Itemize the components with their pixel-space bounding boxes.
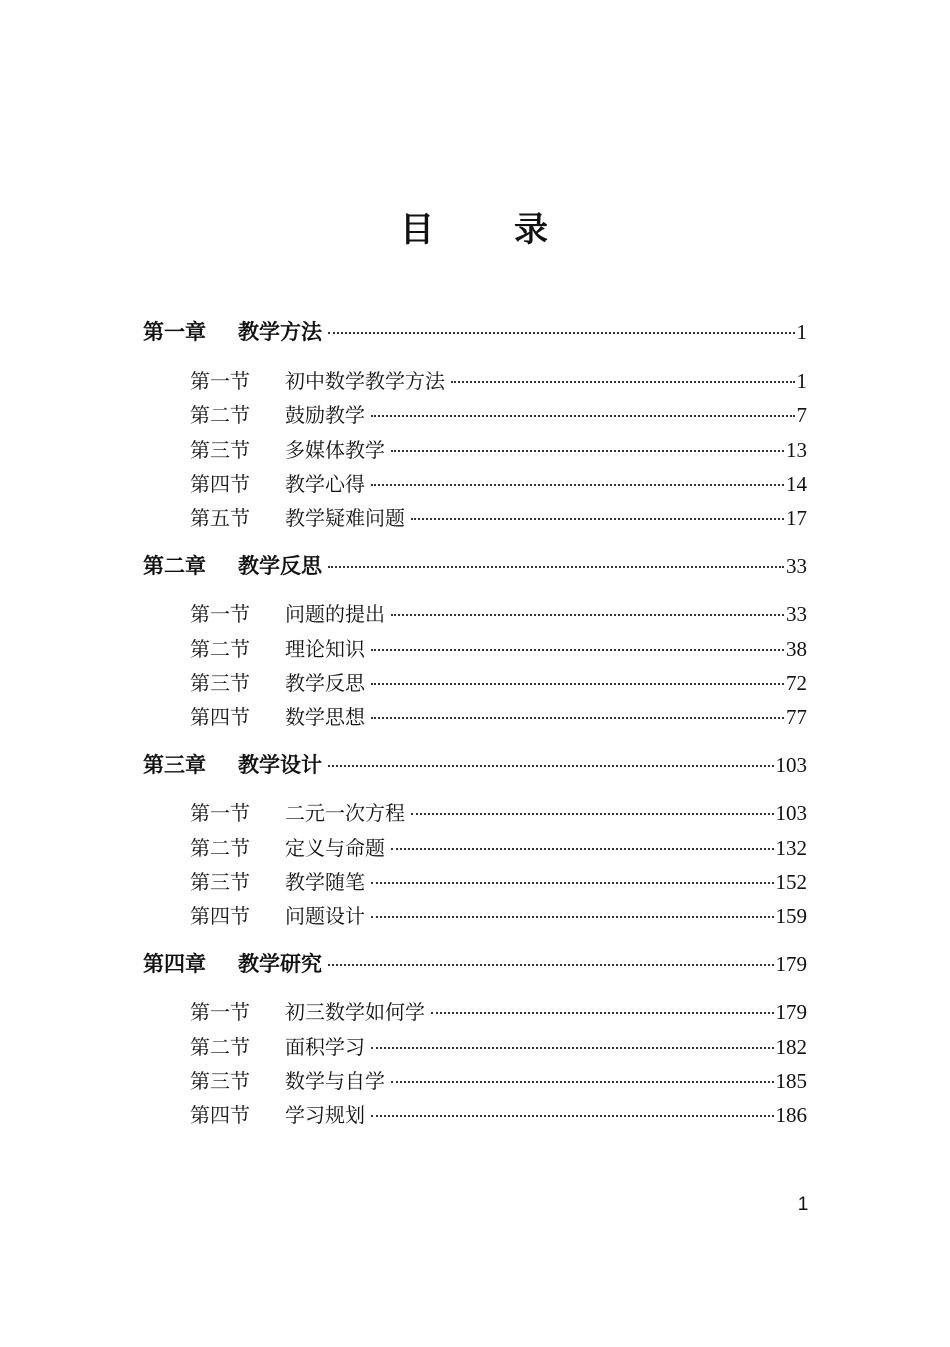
section-name: 教学随笔 <box>285 870 365 894</box>
section-name: 鼓励教学 <box>285 403 365 427</box>
section-page: 103 <box>775 801 807 825</box>
section-name: 教学疑难问题 <box>285 506 405 530</box>
section-page: 179 <box>775 1000 807 1024</box>
dot-leader <box>371 1113 774 1117</box>
dot-leader <box>328 763 774 767</box>
chapter-page: 33 <box>786 554 807 578</box>
section-name: 定义与命题 <box>285 836 385 860</box>
dot-leader <box>371 647 784 651</box>
chapter-entry-3[interactable] <box>143 750 807 780</box>
dot-leader <box>391 846 774 850</box>
section-label: 第四节 <box>190 472 250 496</box>
section-entry[interactable] <box>190 997 807 1027</box>
section-page: 159 <box>775 904 807 928</box>
section-page: 132 <box>775 836 807 860</box>
chapter-page: 103 <box>775 753 807 777</box>
section-label: 第五节 <box>190 506 250 530</box>
chapter-name: 教学方法 <box>238 320 322 344</box>
section-page: 14 <box>786 472 807 496</box>
chapter-page: 179 <box>775 952 807 976</box>
section-entry[interactable] <box>190 901 807 931</box>
section-name: 初中数学教学方法 <box>285 369 445 393</box>
dot-leader <box>371 715 784 719</box>
chapter-label: 第二章 <box>143 554 206 578</box>
dot-leader <box>328 330 795 334</box>
toc-title-char-2: 录 <box>514 210 550 250</box>
section-entry[interactable] <box>190 798 807 828</box>
section-name: 二元一次方程 <box>285 801 405 825</box>
section-page: 182 <box>775 1035 807 1059</box>
section-page: 38 <box>786 637 807 661</box>
section-entry[interactable] <box>190 469 807 499</box>
section-page: 1 <box>796 369 807 393</box>
section-label: 第一节 <box>190 801 250 825</box>
section-entry[interactable] <box>190 833 807 863</box>
section-page: 185 <box>775 1069 807 1093</box>
dot-leader <box>328 962 774 966</box>
section-label: 第三节 <box>190 438 250 462</box>
chapter-label: 第四章 <box>143 952 206 976</box>
section-page: 7 <box>796 403 807 427</box>
section-label: 第四节 <box>190 904 250 928</box>
dot-leader <box>411 516 784 520</box>
section-entry[interactable] <box>190 1066 807 1096</box>
toc-title-char-1: 目 <box>400 210 436 250</box>
section-name: 多媒体教学 <box>285 438 385 462</box>
chapter-name: 教学设计 <box>238 753 322 777</box>
section-entry[interactable] <box>190 366 807 396</box>
dot-leader <box>371 482 784 486</box>
section-entry[interactable] <box>190 435 807 465</box>
section-page: 13 <box>786 438 807 462</box>
section-page: 72 <box>786 671 807 695</box>
section-label: 第三节 <box>190 1069 250 1093</box>
dot-leader <box>371 681 784 685</box>
chapter-name: 教学反思 <box>238 554 322 578</box>
section-name: 问题的提出 <box>285 602 385 626</box>
section-label: 第二节 <box>190 403 250 427</box>
section-entry[interactable] <box>190 503 807 533</box>
dot-leader <box>451 379 795 383</box>
section-entry[interactable] <box>190 634 807 664</box>
section-name: 学习规划 <box>285 1103 365 1127</box>
section-label: 第一节 <box>190 369 250 393</box>
section-name: 教学反思 <box>285 671 365 695</box>
section-label: 第一节 <box>190 602 250 626</box>
section-entry[interactable] <box>190 668 807 698</box>
dot-leader <box>371 1045 774 1049</box>
section-name: 教学心得 <box>285 472 365 496</box>
chapter-name: 教学研究 <box>238 952 322 976</box>
section-entry[interactable] <box>190 867 807 897</box>
section-label: 第一节 <box>190 1000 250 1024</box>
section-entry[interactable] <box>190 702 807 732</box>
dot-leader <box>391 448 784 452</box>
section-label: 第二节 <box>190 1035 250 1059</box>
dot-leader <box>371 880 774 884</box>
section-entry[interactable] <box>190 400 807 430</box>
dot-leader <box>431 1010 774 1014</box>
dot-leader <box>391 1079 774 1083</box>
chapter-label: 第一章 <box>143 320 206 344</box>
section-name: 面积学习 <box>285 1035 365 1059</box>
chapter-label: 第三章 <box>143 753 206 777</box>
section-page: 77 <box>786 705 807 729</box>
section-entry[interactable] <box>190 1032 807 1062</box>
section-label: 第四节 <box>190 1103 250 1127</box>
dot-leader <box>371 413 795 417</box>
section-label: 第四节 <box>190 705 250 729</box>
dot-leader <box>411 811 774 815</box>
section-name: 数学与自学 <box>285 1069 385 1093</box>
section-name: 问题设计 <box>285 904 365 928</box>
section-page: 33 <box>786 602 807 626</box>
section-label: 第三节 <box>190 870 250 894</box>
section-name: 数学思想 <box>285 705 365 729</box>
chapter-entry-4[interactable] <box>143 949 807 979</box>
section-page: 17 <box>786 506 807 530</box>
section-page: 186 <box>775 1103 807 1127</box>
section-name: 初三数学如何学 <box>285 1000 425 1024</box>
section-page: 152 <box>775 870 807 894</box>
section-label: 第二节 <box>190 836 250 860</box>
footer-page-number: 1 <box>797 1194 809 1215</box>
dot-leader <box>391 612 784 616</box>
chapter-entry-2[interactable] <box>143 551 807 581</box>
dot-leader <box>328 564 784 568</box>
section-entry[interactable] <box>190 599 807 629</box>
section-label: 第二节 <box>190 637 250 661</box>
dot-leader <box>371 914 774 918</box>
chapter-entry-1[interactable] <box>143 317 807 347</box>
section-label: 第三节 <box>190 671 250 695</box>
section-entry[interactable] <box>190 1100 807 1130</box>
chapter-page: 1 <box>796 320 807 344</box>
section-name: 理论知识 <box>285 637 365 661</box>
